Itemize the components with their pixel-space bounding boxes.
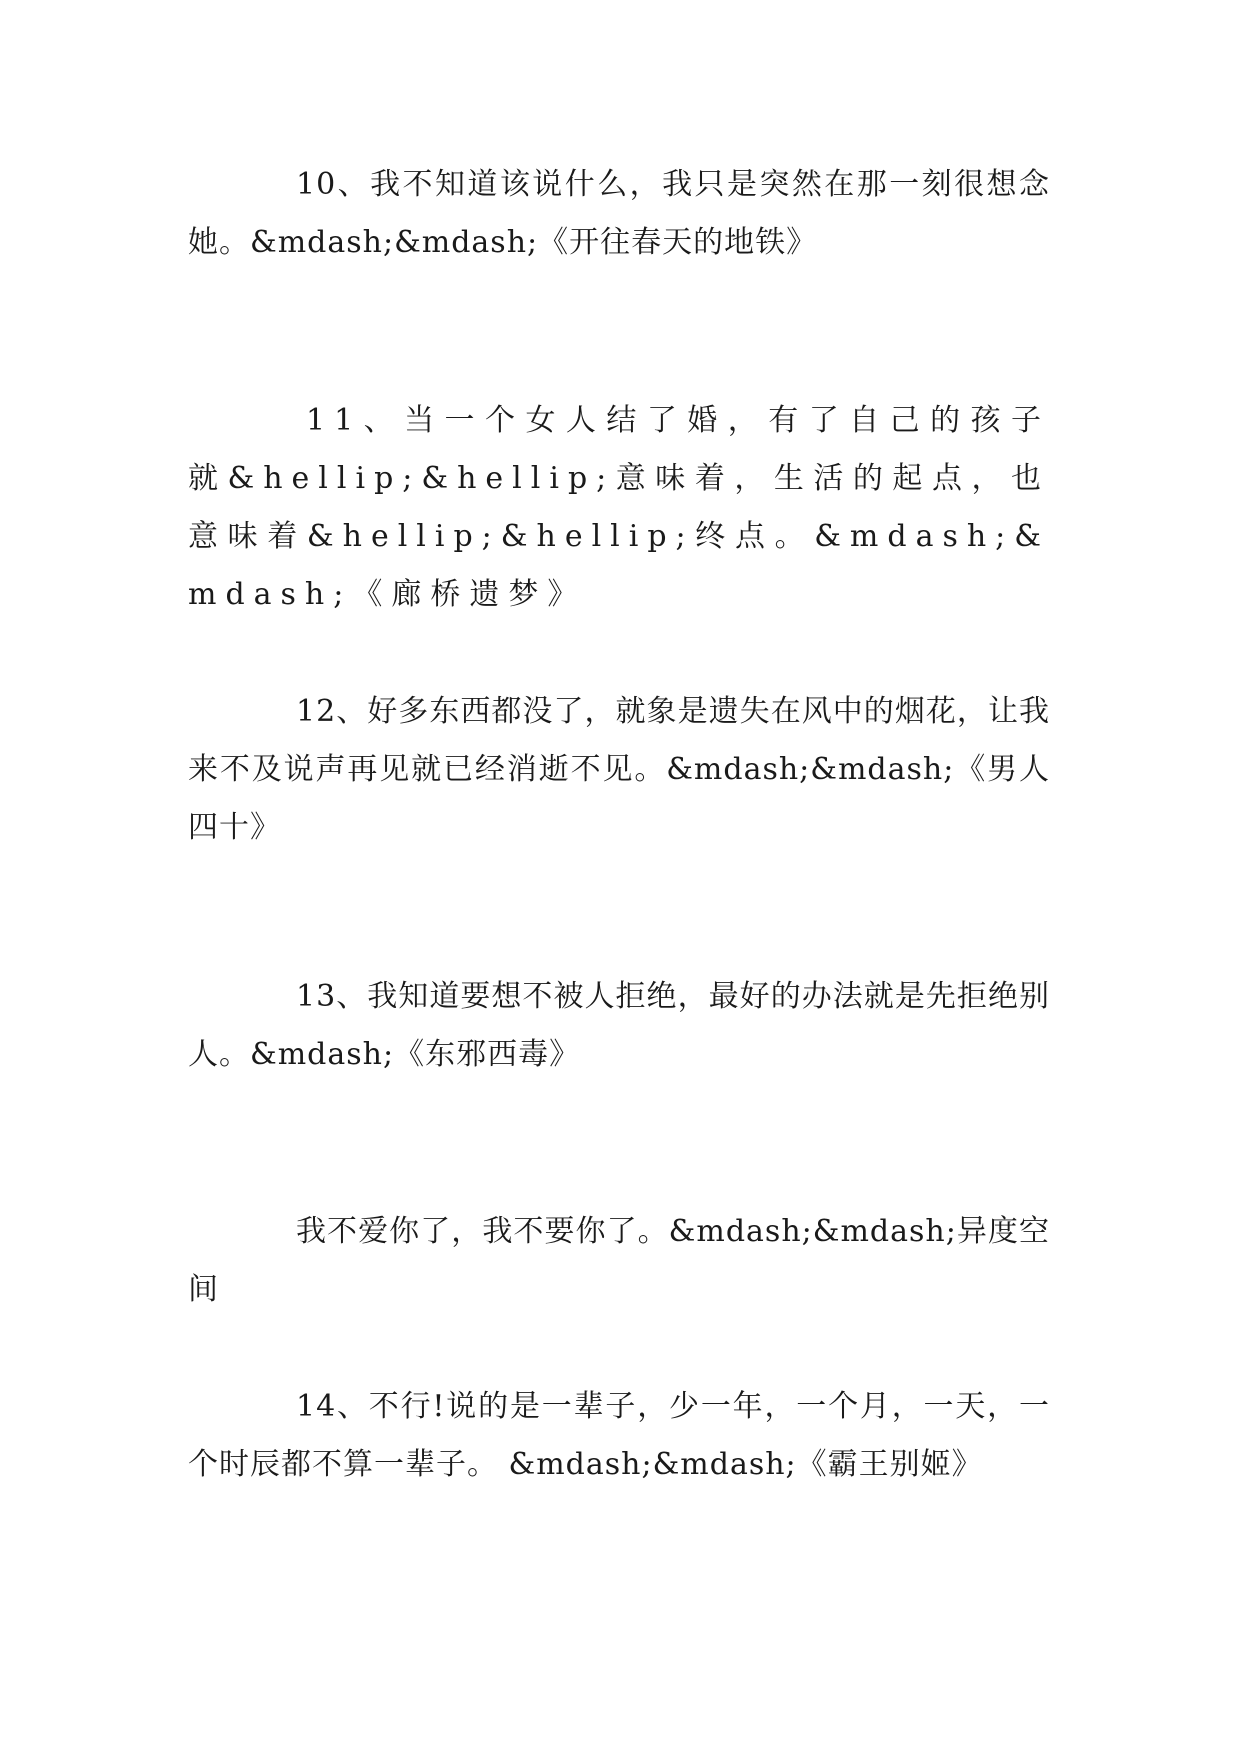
quote-paragraph-10: 10、我不知道该说什么，我只是突然在那一刻很想念她。&mdash;&mdash;《开往春天的地铁》 <box>188 167 1050 260</box>
quote-paragraph-14: 14、不行!说的是一辈子，少一年，一个月，一天，一个时辰都不算一辈子。 &mdash;&mdash;《霸王别姬》 <box>188 1389 1050 1482</box>
quote-paragraph-13b: 我不爱你了，我不要你了。&mdash;&mdash;异度空间 <box>188 1214 1050 1307</box>
quote-paragraph-13: 13、我知道要想不被人拒绝，最好的办法就是先拒绝别人。&mdash;《东邪西毒》 <box>188 979 1050 1072</box>
quote-paragraph-11: 11、当一个女人结了婚，有了自己的孩子就&hellip;&hellip;意味着，生活的起点，也意味着&hellip;&hellip;终点。&mdash;&mdash;《廊桥遗梦》 <box>188 403 1050 612</box>
quote-paragraph-12: 12、好多东西都没了，就象是遗失在风中的烟花，让我来不及说声再见就已经消逝不见。&mdash;&mdash;《男人四十》 <box>188 694 1050 845</box>
